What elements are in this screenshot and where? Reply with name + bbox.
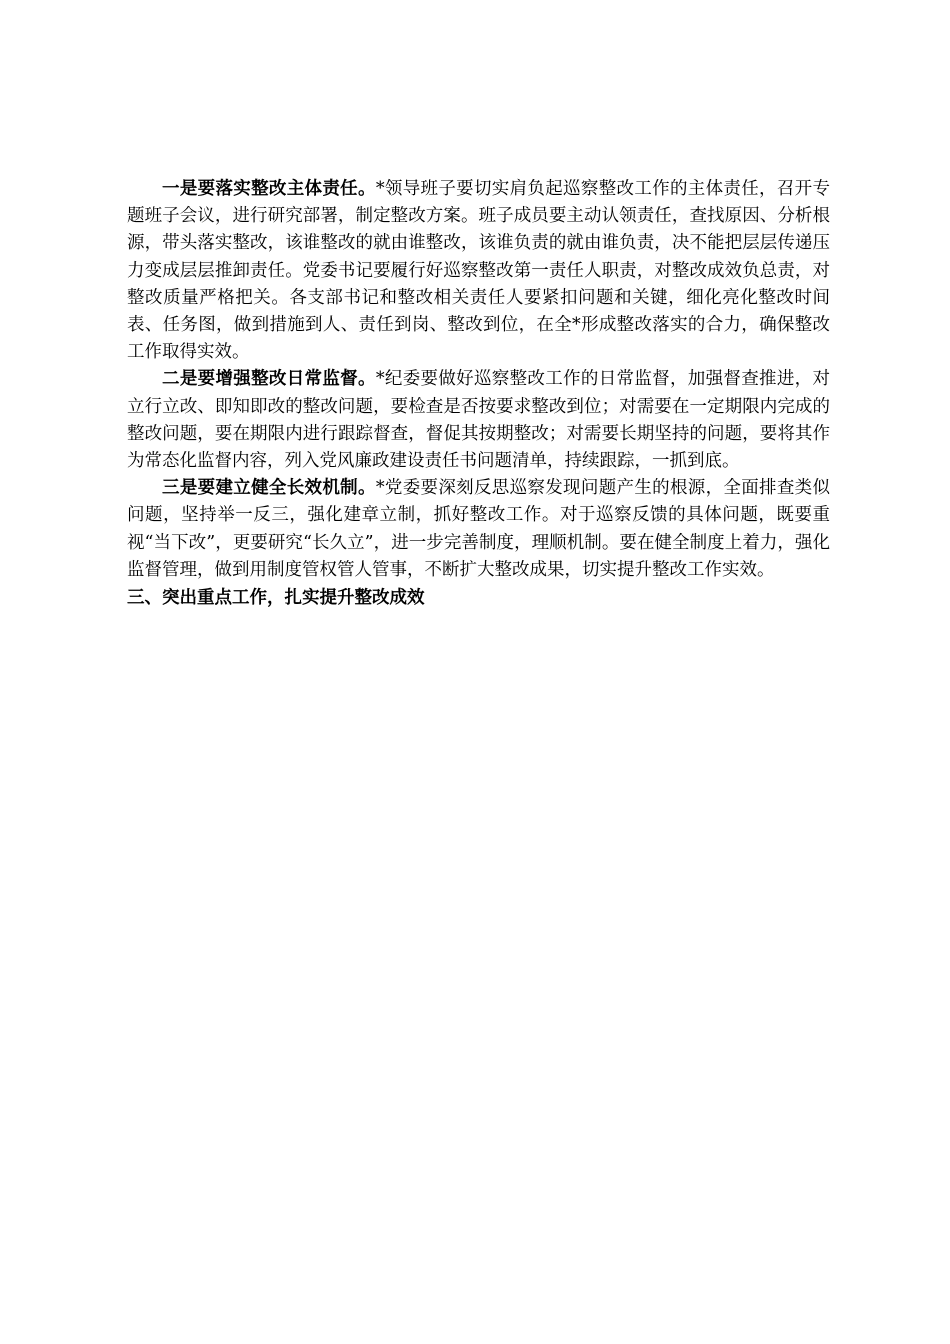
paragraph-1-body: *领导班子要切实肩负起巡察整改工作的主体责任，召开专题班子会议，进行研究部署，制定整改方案。班子成员要主动认领责任，查找原因、分析根源，带头落实整改，该谁整改的就由谁整改，该谁负责的就由谁负责，决不能把层层传递压力变成层层推卸责任。党委书记要履行好巡察整改第一责任人职责，对整改成效负总责，对整改质量严格把关。各支部书记和整改相关责任人要紧扣问题和关键，细化亮化整改时间表、任务图，做到措施到人、责任到岗、整改到位，在全*形成整改落实的合力，确保整改工作取得实效。 — [127, 179, 830, 363]
paragraph-3 — [127, 475, 830, 584]
paragraph-3-lead: 三是要建立健全长效机制。 — [162, 478, 376, 499]
paragraph-2-body: *纪委要做好巡察整改工作的日常监督，加强督查推进，对立行立改、即知即改的整改问题，要检查是否按要求整改到位；对需要在一定期限内完成的整改问题，要在期限内进行跟踪督查，督促其按期整改；对需要长期坚持的问题，要将其作为常态化监督内容，列入党风廉政建设责任书问题清单，持续跟踪，一抓到底。 — [127, 369, 830, 472]
paragraph-2 — [127, 366, 830, 475]
paragraph-1 — [127, 176, 830, 366]
paragraph-2-lead: 二是要增强整改日常监督。 — [162, 369, 376, 390]
section-heading: 三、突出重点工作，扎实提升整改成效 — [127, 588, 425, 609]
paragraph-1-lead: 一是要落实整改主体责任。 — [162, 179, 376, 199]
paragraph-3-body: *党委要深刻反思巡察发现问题产生的根源，全面排查类似问题，坚持举一反三，强化建章立制，抓好整改工作。对于巡察反馈的具体问题，既要重视“当下改”，更要研究“长久立”，进一步完善制度，理顺机制。要在健全制度上着力，强化监督管理，做到用制度管权管人管事，不断扩大整改成果，切实提升整改工作实效。 — [127, 478, 830, 580]
document-body — [127, 176, 830, 612]
